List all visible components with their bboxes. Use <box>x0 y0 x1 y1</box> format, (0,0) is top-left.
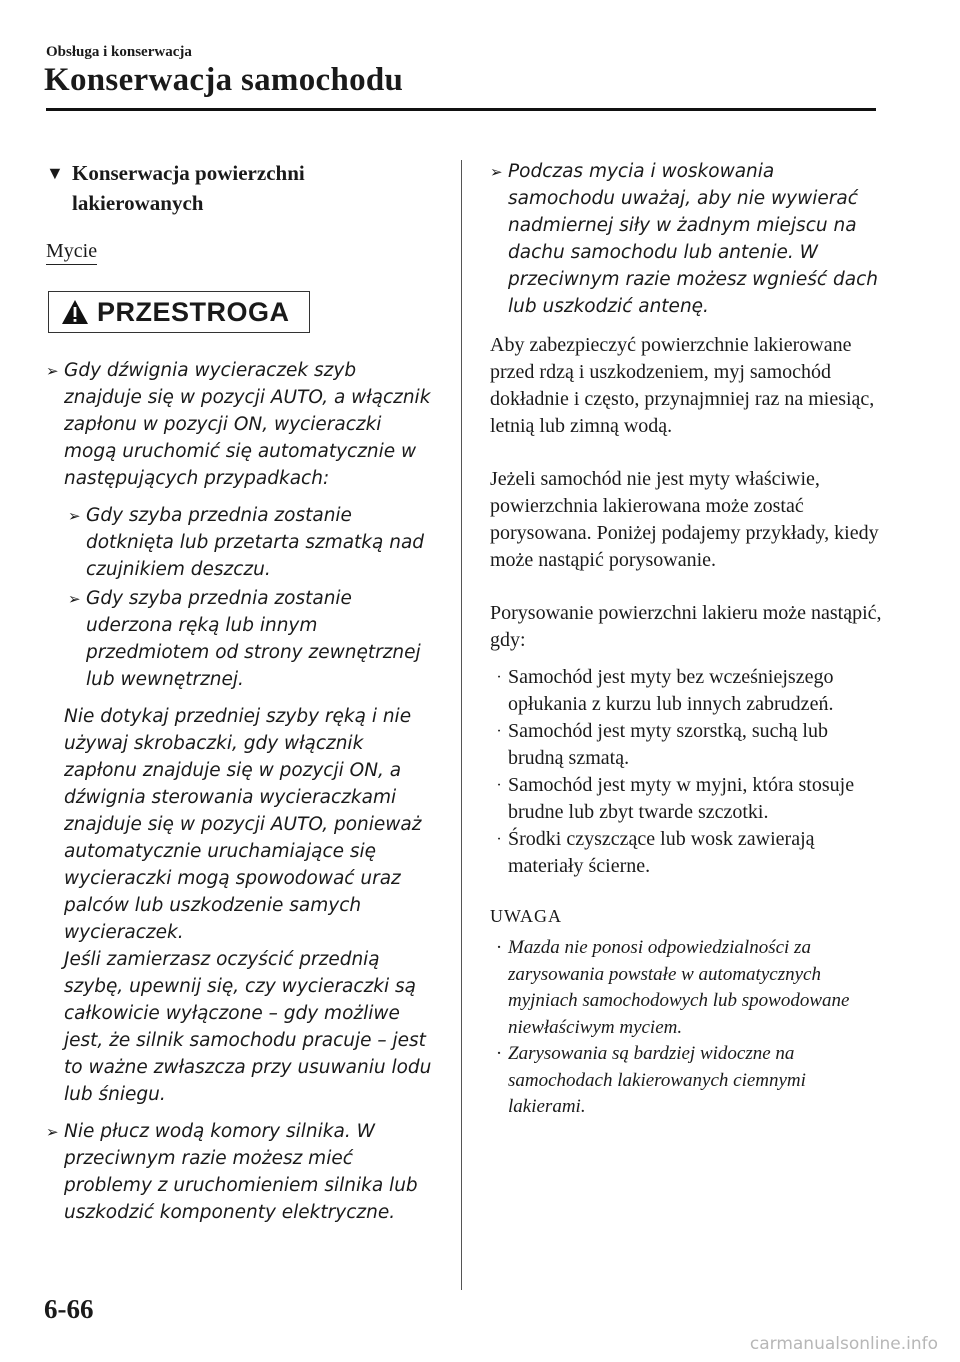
body-paragraph: Aby zabezpieczyć powierzchnie lakierowane przed rdzą i uszkodzeniem, myj samochód dokładnie i często, przynajmniej raz na miesiąc, letnią lub zimną wodą. <box>490 334 875 437</box>
arrow-right-icon: ➢ <box>68 590 81 608</box>
list-item: · Samochód jest myty szorstką, suchą lub brudną szmatą. <box>496 720 828 769</box>
caution-bullet-text: Podczas mycia i woskowania samochodu uważaj, aby nie wywierać nadmiernej siły w żadnym miejscu na dachu samochodu lub antenie. W przeciwnym razie możesz wgnieść dach lub uszkodzić antenę. <box>508 161 878 317</box>
arrow-right-icon: ➢ <box>68 507 81 525</box>
triangle-down-icon: ▼ <box>46 163 64 183</box>
note-item: · Zarysowania są bardziej widoczne na samochodach lakierowanych ciemnymi lakierami. <box>495 1043 806 1117</box>
sub-bullet <box>68 502 436 583</box>
sub-bullet-text: Gdy szyba przednia zostanie dotknięta lub przetarta szmatką nad czujnikiem deszczu. <box>86 505 425 580</box>
subheading: Mycie <box>46 240 97 265</box>
list-item: · Samochód jest myty bez wcześniejszego opłukania z kurzu lub innych zabrudzeń. <box>496 666 834 715</box>
note-label: UWAGA <box>490 906 562 926</box>
caution-bullet <box>490 158 882 320</box>
page-title: Konserwacja samochodu <box>44 62 404 98</box>
header-divider <box>46 108 876 111</box>
right-column <box>490 158 882 1121</box>
arrow-right-icon: ➢ <box>46 1123 59 1141</box>
caution-label: PRZESTROGA <box>97 296 290 327</box>
note-list <box>490 935 882 1121</box>
page-number: 6-66 <box>44 1294 94 1324</box>
body-paragraph: Porysowanie powierzchni lakieru może nastąpić, gdy: <box>490 602 882 651</box>
section-heading-text: Konserwacja powierzchni lakierowanych <box>72 161 305 215</box>
section-heading <box>46 158 436 218</box>
section-label: Obsługa i konserwacja <box>46 44 192 60</box>
caution-bullet-text: Gdy dźwignia wycieraczek szyb znajduje się w pozycji AUTO, a włącznik zapłonu w pozycji ON, wycieraczki mogą uruchomić się automatycznie w następujących przypadkach: <box>64 360 431 489</box>
column-divider <box>461 160 462 1290</box>
body-paragraph: Jeżeli samochód nie jest myty właściwie, powierzchnia lakierowana może zostać porysowana. Poniżej podajemy przykłady, kiedy może nastąpić porysowanie. <box>490 468 879 571</box>
caution-bullet <box>46 357 436 492</box>
caution-box <box>48 291 310 333</box>
sub-bullet <box>68 585 436 693</box>
arrow-right-icon: ➢ <box>490 163 503 181</box>
sub-bullet-text: Gdy szyba przednia zostanie uderzona ręką lub innym przedmiotem od strony zewnętrznej lub wewnętrznej. <box>86 588 421 690</box>
left-column <box>46 158 436 1226</box>
warning-triangle-icon <box>61 299 89 325</box>
watermark: carmanualsonline.info <box>749 1334 938 1354</box>
arrow-right-icon: ➢ <box>46 362 59 380</box>
caution-bullet <box>46 1118 436 1226</box>
list-item: · Samochód jest myty w myjni, która stosuje brudne lub zbyt twarde szczotki. <box>496 774 855 823</box>
list-item: · Środki czyszczące lub wosk zawierają materiały ścierne. <box>496 828 815 877</box>
note-item: · Mazda nie ponosi odpowiedzialności za zarysowania powstałe w automatycznych myjniach samochodowych lub spowodowane niewłaściwym myciem. <box>495 937 850 1038</box>
caution-bullet-text: Nie płucz wodą komory silnika. W przeciwnym razie możesz mieć problemy z uruchomieniem silnika lub uszkodzić komponenty elektryczne. <box>64 1121 418 1223</box>
caution-paragraph: Nie dotykaj przedniej szyby ręką i nie używaj skrobaczki, gdy włącznik zapłonu znajduje się w pozycji ON, a dźwignia sterowania wycieraczkami znajduje się w pozycji AUTO, ponieważ automatycznie uruchamiające się wycieraczki mogą spowodować uraz palców lub uszkodzenie samych wycieraczek. Jeśli zamierzasz oczyścić przednią szybę, upewnij się, czy wycieraczki są całkowicie wyłączone – gdy możliwe jest, że silnik samochodu pracuje – jest to ważne zwłaszcza przy usuwaniu lodu lub śniegu. <box>64 706 432 1105</box>
scratch-causes-list <box>490 664 882 880</box>
